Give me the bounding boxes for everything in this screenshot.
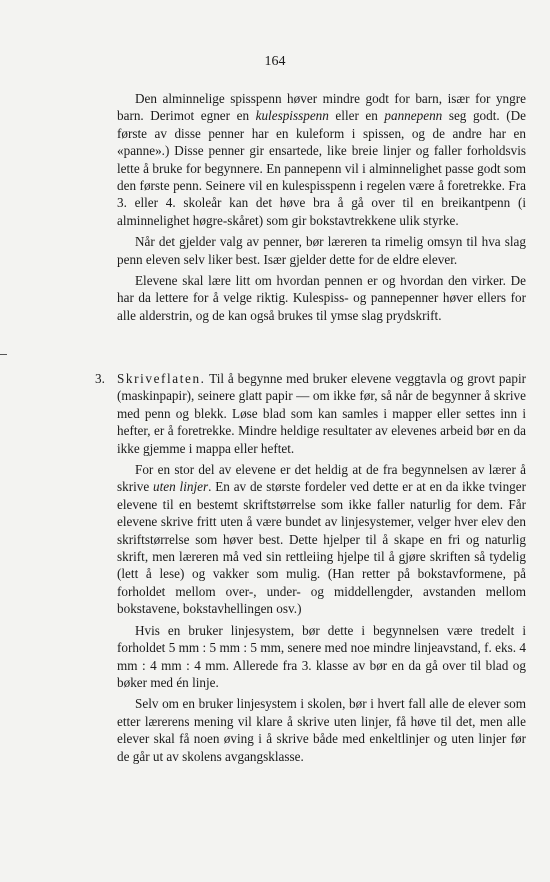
paragraph-pen-knowledge: Elevene skal lære litt om hvordan pennen er og hvordan den virker. De har da lettere for å velge riktig. Kulespiss- og pannepenner høver ellers for alle alderstrin, og de kan også brukes til ymse slag prydskrift. <box>117 273 526 323</box>
paragraph-line-system: Hvis en bruker linjesystem, bør dette i begynnelsen være tredelt i forholdet 5 mm : 5 mm : 5 mm, senere med noe mindre linjeavstand, f. eks. 4 mm : 4 mm : 4 mm. Allerede fra 3. klasse av bør en da gå over til blad og bøker med én linje. <box>117 622 526 690</box>
italic-term-pannepenn: pannepenn <box>384 108 443 124</box>
paragraph-text: For en stor del av elevene er det heldig at de fra begynnelsen av lærer å skrive <box>117 462 526 495</box>
paragraph-text: Den alminnelige spisspenn høver mindre godt for barn, især for yngre barn. Derimot egner en <box>117 91 526 124</box>
paragraph-pen-types <box>117 90 526 229</box>
paragraph-pen-choice: Når det gjelder valg av penner, bør læreren ta rimelig omsyn til hva slag penn eleven selv liker best. Især gjelder dette for de eldre elever. <box>117 234 526 267</box>
paragraph-text: . En av de største fordeler ved dette er at en da ikke tvinger elevene til en bestemt skriftstørrelse som ikke faller naturlig for dem. Får elevene skrive fritt uten å være bundet av linjesystemer, velger hver elev den skriftstørrelse som høver best. Dette hjelper til å skape en fri og naturlig skrift, men læreren må ved sin rettleiing hjelpe til å gjøre skriften så tydelig (lett å lese) og vakker som mulig. (Han retter på bokstavformene, på forholdet mellom over-, under- og middellengder, avstanden mellom bokstavene, bokstavhellingen osv.) <box>117 479 527 617</box>
text-block-writing-surface <box>117 370 526 765</box>
paragraph-writing-surface <box>117 370 526 457</box>
italic-term-uten-linjer: uten linjer <box>153 479 209 495</box>
paragraph-without-lines <box>117 461 526 618</box>
margin-mark <box>0 354 7 355</box>
paragraph-final-practice: Selv om en bruker linjesystem i skolen, bør i hvert fall alle de elever som etter lærerens mening vil klare å skrive uten linjer, få høve til det, men alle elever skal få noen øving i å skrive både med enkeltlinjer og uten linjer før de går ut av skolens avgangsklasse. <box>117 696 526 764</box>
page-number: 164 <box>264 54 286 69</box>
section-title: Skriveflaten. <box>117 371 206 386</box>
paragraph-text: seg godt. (De første av disse penner har en kuleform i spissen, og de andre har en «panne».) Disse penner gir ensartede, like breie linjer og faller forholdsvis lette å bruke for begynnere. En pannepenn vil i alminnelighet passe godt som den første penn. Seinere vil en kulespisspenn i regelen være å foretrekke. Fra 3. eller 4. skoleår kan det høve bra å gå over til en breikantpenn (i alminnelighet høgre-skåret) som gir bokstavtrekkene ulik styrke. <box>117 108 526 228</box>
section-number: 3. <box>95 371 105 386</box>
text-block-pens <box>117 90 526 324</box>
italic-term-kulespisspenn: kulespisspenn <box>255 108 329 124</box>
paragraph-text: Til å begynne med bruker elevene veggtavla og grovt papir (maskinpapir), seinere glatt papir — om ikke før, så når de begynner å skrive med penn og blekk. Løse blad som kan samles i mapper eller settes inn i hefter, er å foretrekke. Mindre heldige resultater av elevenes arbeid bør en da ikke gjemme i mappa eller heftet. <box>117 371 526 456</box>
paragraph-text: eller en <box>328 108 385 124</box>
